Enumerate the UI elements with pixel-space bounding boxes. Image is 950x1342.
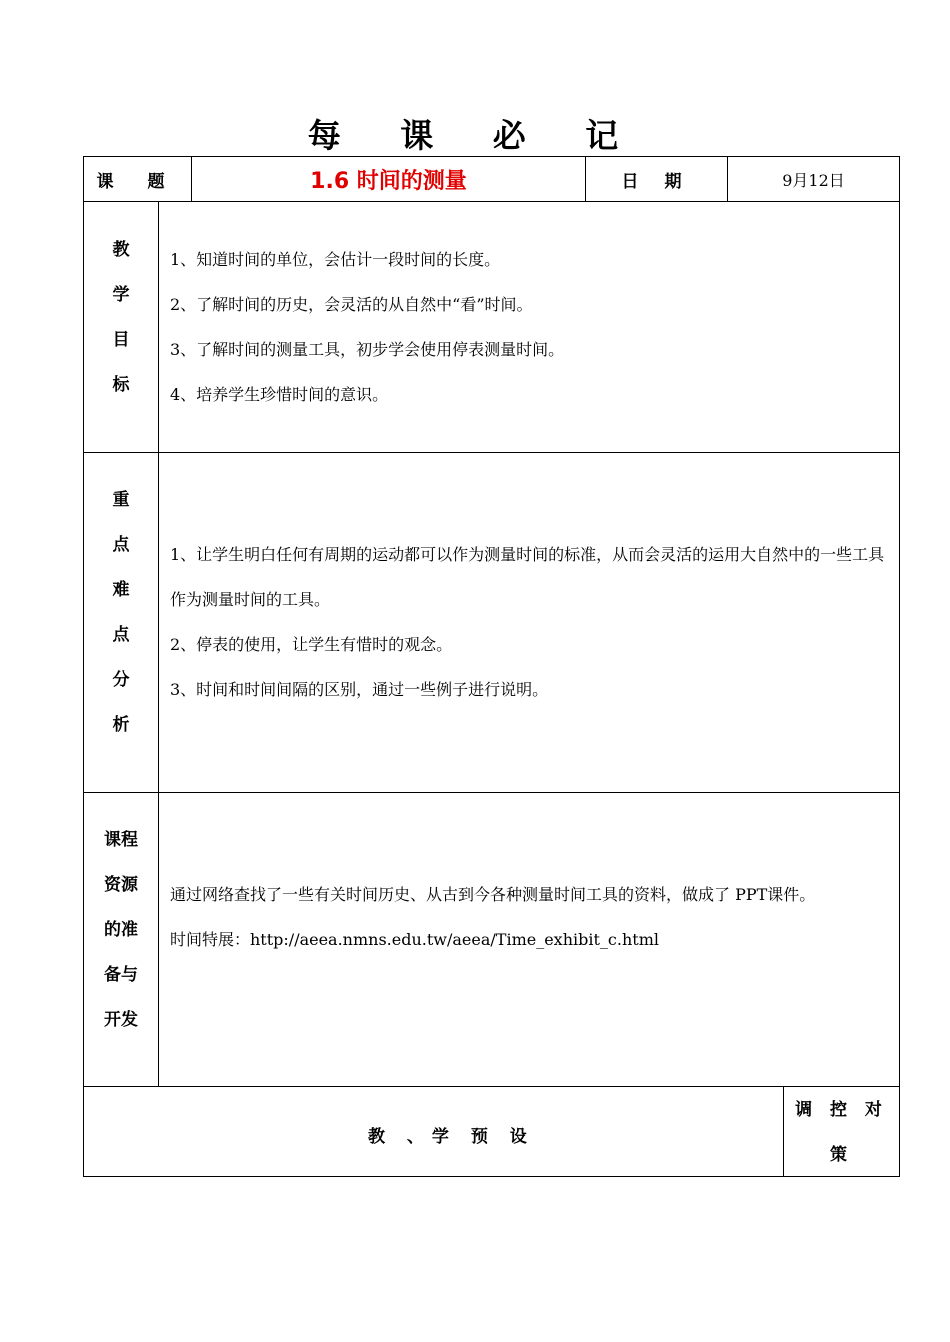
section-content-key-points: [170, 532, 892, 712]
section-label-key-points: [84, 478, 158, 748]
row-divider: [83, 201, 900, 202]
label-char: 标: [112, 375, 130, 395]
list-item: 2、停表的使用，让学生有惜时的观念。: [170, 635, 453, 654]
list-item: 1、知道时间的单位，会估计一段时间的长度。: [170, 250, 501, 269]
row-divider: [83, 452, 900, 453]
label-line: 开发: [104, 1010, 138, 1030]
label-line: 课程: [104, 830, 138, 850]
table-border-right: [899, 156, 900, 1177]
label-char: 教: [112, 240, 130, 260]
col-divider: [158, 201, 159, 1087]
label-char: 析: [112, 715, 130, 735]
date-label: 日 期: [621, 171, 692, 192]
resource-link: 时间特展：http://aeea.nmns.edu.tw/aeea/Time_exhibit_c.html: [170, 930, 659, 949]
section-label-resources: [84, 818, 158, 1043]
list-item: 通过网络查找了一些有关时间历史、从古到今各种测量时间工具的资料，做成了 PPT课件。: [170, 885, 816, 904]
section-label-goals: [84, 228, 158, 408]
label-line: 调 控 对: [795, 1100, 888, 1120]
list-item: 3、时间和时间间隔的区别，通过一些例子进行说明。: [170, 680, 549, 699]
label-line: 资源: [104, 875, 138, 895]
list-item: 1、让学生明白任何有周期的运动都可以作为测量时间的标准，从而会灵活的运用大自然中的一些工具作为测量时间的工具。: [170, 545, 885, 609]
list-item: 4、培养学生珍惜时间的意识。: [170, 385, 389, 404]
section-content-resources: [170, 872, 892, 962]
teaching-plan-label: 教 、学 预 设: [368, 1127, 535, 1147]
label-line: 备与: [104, 965, 138, 985]
label-char: 点: [112, 535, 130, 555]
label-char: 分: [112, 670, 130, 690]
table-border-bottom: [83, 1176, 900, 1177]
list-item: 3、了解时间的测量工具，初步学会使用停表测量时间。: [170, 340, 565, 359]
label-char: 学: [112, 285, 130, 305]
row-divider: [83, 1086, 900, 1087]
topic-label: 课 题: [96, 171, 179, 192]
date-value: 9月12日: [782, 170, 845, 190]
topic-value: 1.6 时间的测量: [310, 168, 467, 194]
label-char: 目: [112, 330, 130, 350]
row-divider: [83, 792, 900, 793]
label-char: 重: [112, 490, 130, 510]
section-content-goals: [170, 237, 890, 417]
label-char: 点: [112, 625, 130, 645]
control-strategy-label: [784, 1088, 899, 1178]
label-line: 的准: [104, 920, 138, 940]
list-item: 2、了解时间的历史，会灵活的从自然中“看”时间。: [170, 295, 533, 314]
label-char: 难: [112, 580, 130, 600]
document-title: 每 课 必 记: [307, 116, 643, 155]
label-line: 策: [830, 1145, 853, 1165]
